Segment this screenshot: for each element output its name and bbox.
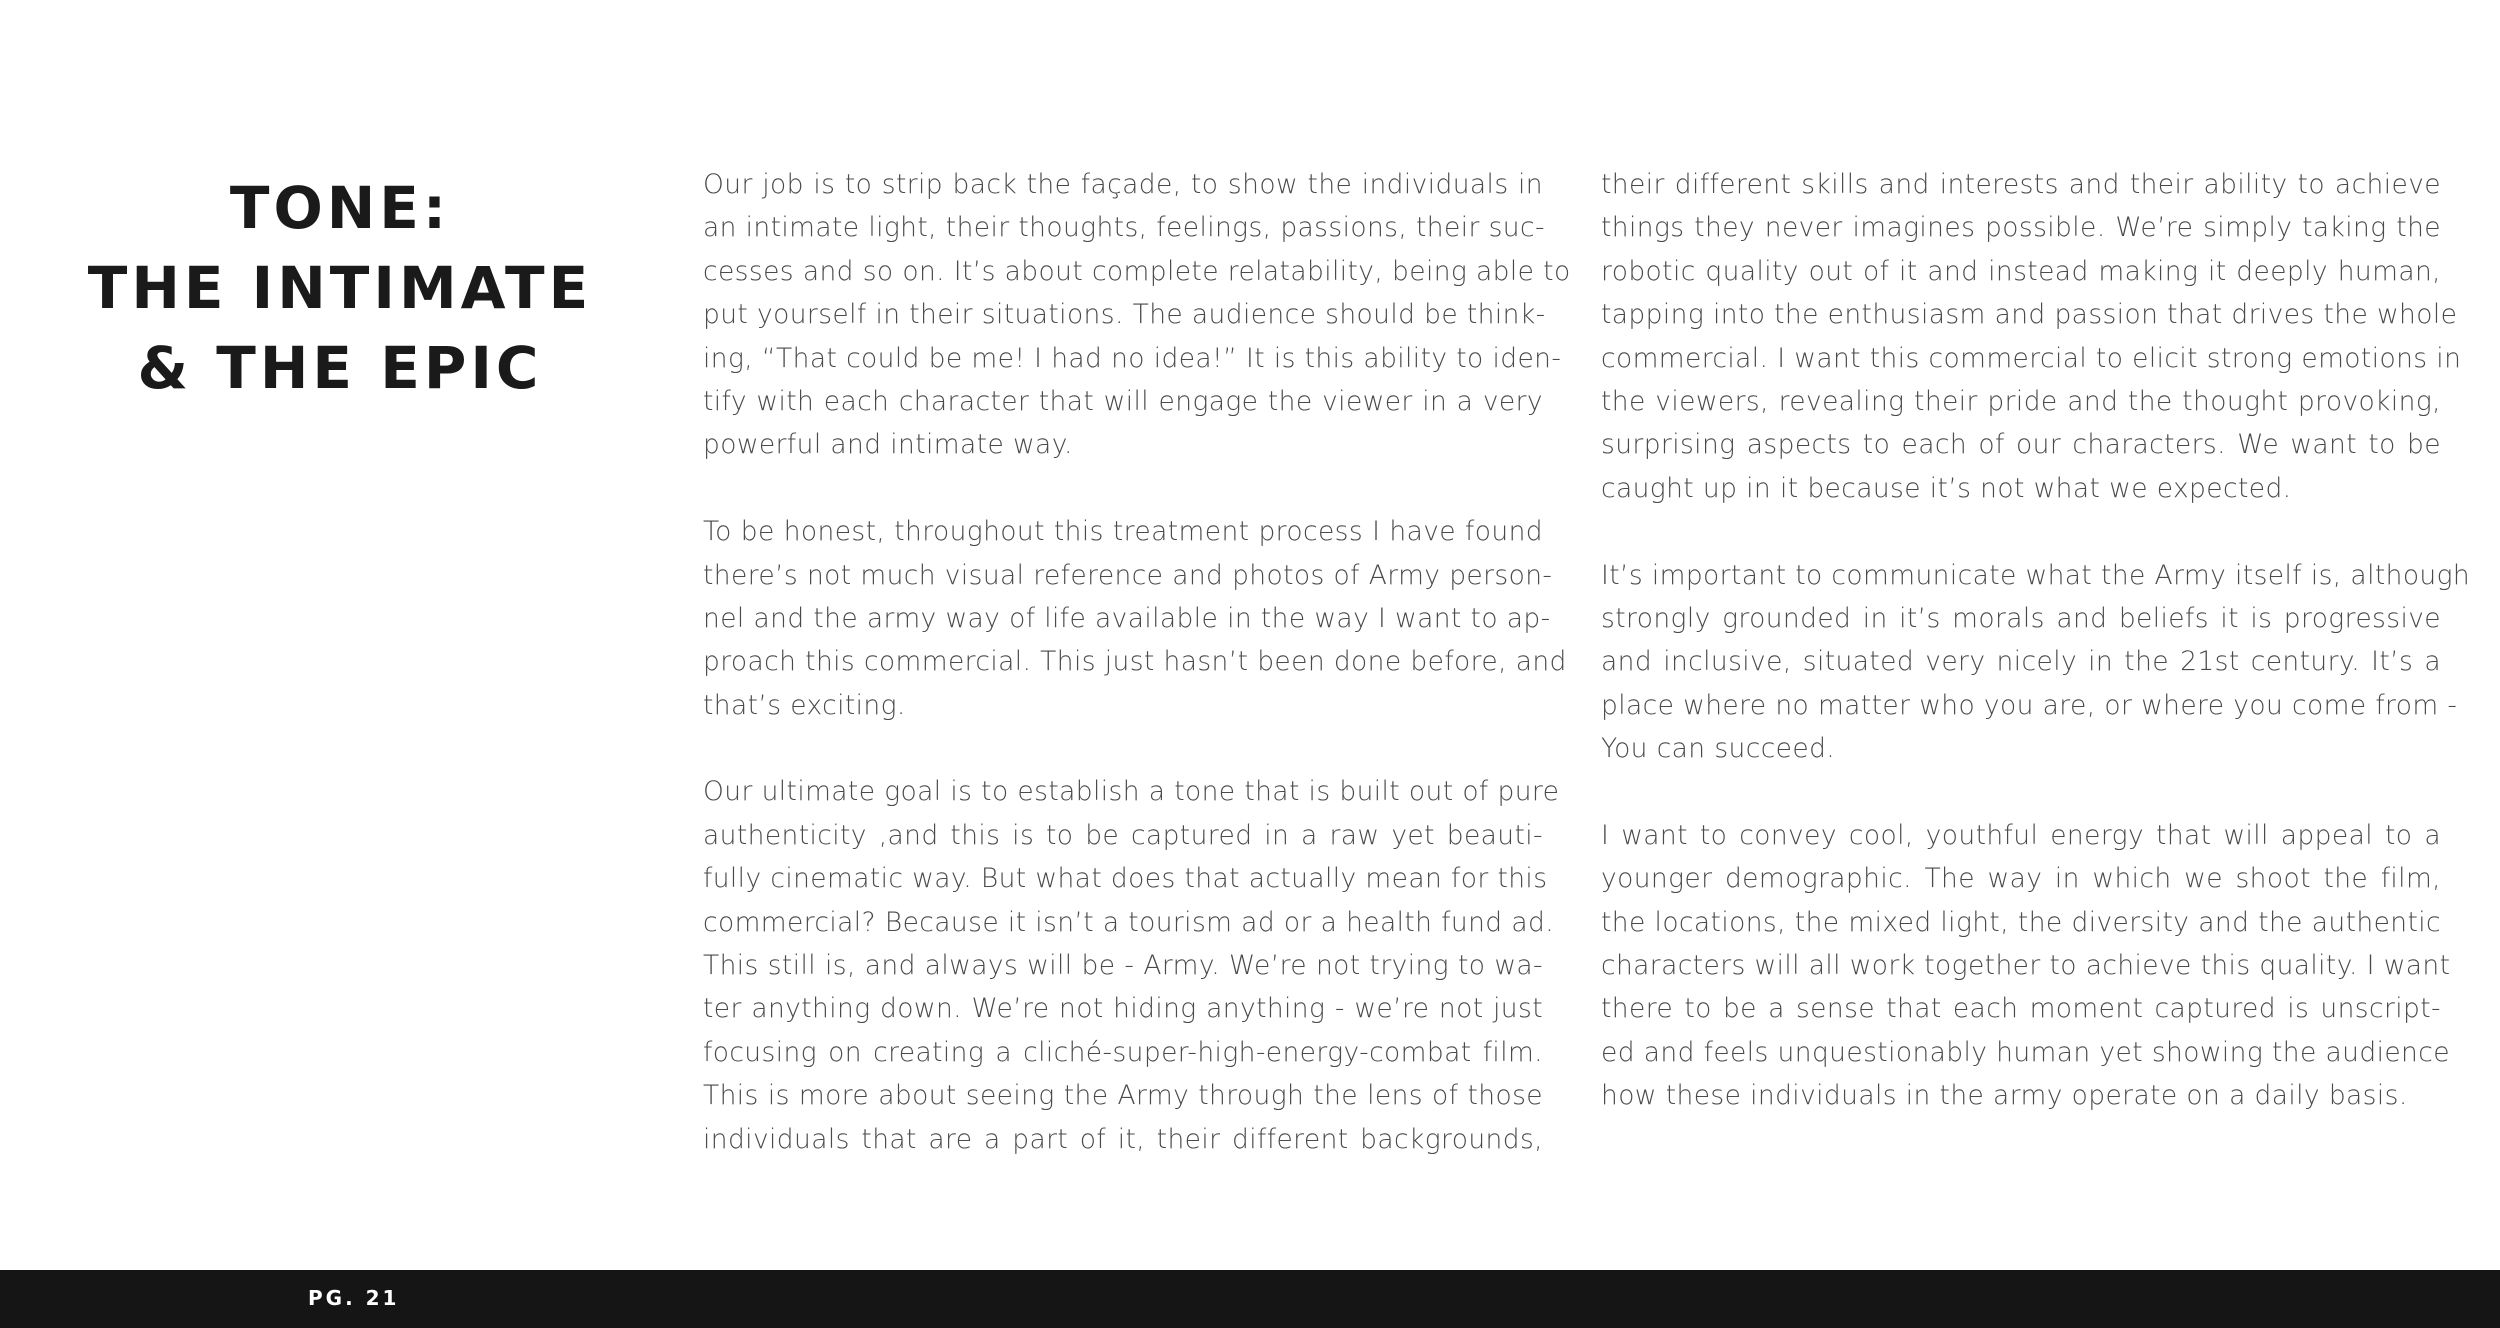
text-line: individuals that are a part of it, their different backgrounds, xyxy=(703,1123,1543,1155)
text-line: ter anything down. We’re not hiding anything - we’re not just xyxy=(703,993,1543,1025)
text-line: and inclusive, situated very nicely in the 21st century. It’s a xyxy=(1601,646,2441,678)
paragraph xyxy=(703,770,1560,1161)
text-line: fully cinematic way. But what does that actually mean for this xyxy=(703,863,1548,895)
text-line: cesses and so on. It’s about complete relatability, being able to xyxy=(703,255,1571,287)
text-line: caught up in it because it’s not what we expected. xyxy=(1601,472,2292,504)
title-line: THE INTIMATE xyxy=(87,254,593,322)
text-line: powerful and intimate way. xyxy=(703,429,1073,461)
text-line: tapping into the enthusiasm and passion that drives the whole xyxy=(1601,299,2458,331)
text-line: characters will all work together to achieve this quality. I want xyxy=(1601,950,2451,982)
text-line: It’s important to communicate what the Army itself is, although xyxy=(1601,559,2471,591)
title-line: & THE EPIC xyxy=(137,334,543,402)
paragraph xyxy=(1601,554,2471,771)
text-line: You can succeed. xyxy=(1601,733,1836,765)
title-line: TONE: xyxy=(229,174,451,242)
text-line: strongly grounded in it’s morals and beliefs it is progressive xyxy=(1601,602,2441,634)
text-line: nel and the army way of life available in the way I want to ap- xyxy=(703,602,1551,634)
text-line: commercial. I want this commercial to elicit strong emotions in xyxy=(1601,342,2462,374)
text-line: the locations, the mixed light, the diversity and the authentic xyxy=(1601,906,2441,938)
text-line: proach this commercial. This just hasn’t been done before, and xyxy=(703,646,1567,678)
text-line: This is more about seeing the Army through the lens of those xyxy=(703,1080,1543,1112)
text-line: robotic quality out of it and instead making it deeply human, xyxy=(1601,255,2441,287)
body-column-left xyxy=(703,163,1571,1204)
text-line: This still is, and always will be - Army. We’re not trying to wa- xyxy=(703,950,1543,982)
body-column-right xyxy=(1601,163,2471,1161)
text-line: the viewers, revealing their pride and the thought provoking, xyxy=(1601,385,2441,417)
text-line: authenticity ,and this is to be captured in a raw yet beauti- xyxy=(703,819,1543,851)
text-line: how these individuals in the army operate on a daily basis. xyxy=(1601,1080,2408,1112)
text-line: To be honest, throughout this treatment process I have found xyxy=(703,516,1543,548)
page-title xyxy=(60,168,620,408)
text-line: ed and feels unquestionably human yet showing the audience xyxy=(1601,1036,2450,1068)
text-line: tify with each character that will engage the viewer in a very xyxy=(703,385,1543,417)
text-line: an intimate light, their thoughts, feelings, passions, their suc- xyxy=(703,212,1545,244)
paragraph xyxy=(1601,814,2451,1118)
text-line: focusing on creating a cliché-super-high-energy-combat film. xyxy=(703,1036,1543,1068)
text-line: that’s exciting. xyxy=(703,689,906,721)
text-line: there to be a sense that each moment captured is unscript- xyxy=(1601,993,2441,1025)
text-line: Our ultimate goal is to establish a tone that is built out of pure xyxy=(703,776,1560,808)
paragraph xyxy=(703,163,1571,467)
paragraph xyxy=(1601,163,2462,510)
text-line: I want to convey cool, youthful energy that will appeal to a xyxy=(1601,819,2441,851)
text-line: commercial? Because it isn’t a tourism ad or a health fund ad. xyxy=(703,906,1555,938)
text-line: things they never imagines possible. We’re simply taking the xyxy=(1601,212,2441,244)
text-line: there’s not much visual reference and photos of Army person- xyxy=(703,559,1553,591)
paragraph xyxy=(703,510,1567,727)
text-line: younger demographic. The way in which we shoot the film, xyxy=(1601,863,2441,895)
text-line: their different skills and interests and their ability to achieve xyxy=(1601,169,2441,200)
text-line: place where no matter who you are, or where you come from - xyxy=(1601,689,2458,721)
text-line: surprising aspects to each of our characters. We want to be xyxy=(1601,429,2441,461)
text-line: ing, “That could be me! I had no idea!” It is this ability to iden- xyxy=(703,342,1562,374)
text-line: put yourself in their situations. The audience should be think- xyxy=(703,299,1546,331)
footer-bar xyxy=(0,1270,2500,1328)
page-number: PG. 21 xyxy=(308,1286,400,1310)
text-line: Our job is to strip back the façade, to show the individuals in xyxy=(703,169,1543,200)
